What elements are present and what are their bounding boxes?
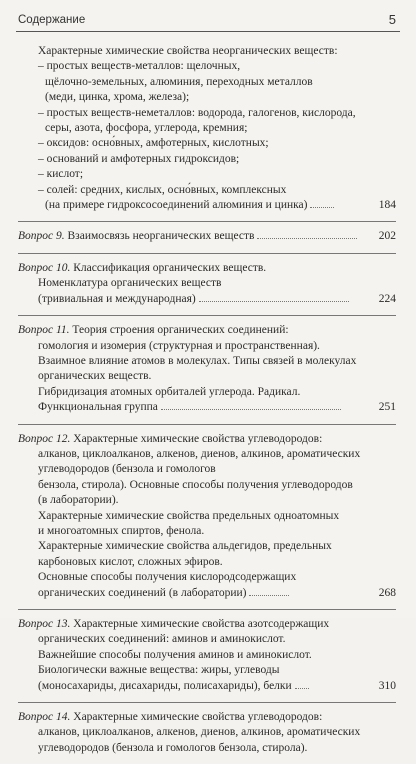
toc-line: (на примере гидроксосоединений алюминия и цинка) xyxy=(45,199,308,212)
toc-entry xyxy=(18,432,396,601)
toc-line: (моносахариды, дисахариды, полисахариды), белки xyxy=(38,679,292,692)
toc-line: – простых веществ-металлов: щелочных, xyxy=(38,60,241,73)
leader-dots xyxy=(161,409,341,410)
divider xyxy=(18,424,396,425)
toc-line: органических веществ. xyxy=(38,370,152,383)
toc-line: Характерные химические свойства предельных одноатомных xyxy=(38,509,340,522)
toc-line: Вопрос 11. Теория строения органических соединений: xyxy=(18,324,289,337)
page-number: 5 xyxy=(388,12,396,27)
divider xyxy=(18,702,396,703)
divider xyxy=(18,315,396,316)
toc-line: углеводородов (бензола и гомологов бензола, стирола). xyxy=(38,741,308,754)
toc-line-last xyxy=(18,586,396,601)
toc-entry xyxy=(18,323,396,415)
question-label: Вопрос 13. xyxy=(18,618,71,630)
toc-line-last xyxy=(18,229,396,244)
toc-line: Взаимосвязь неорганических веществ xyxy=(67,230,255,243)
toc-line: (в лаборатории). xyxy=(38,494,119,507)
toc-line: щёлочно-земельных, алюминия, переходных металлов xyxy=(45,75,313,88)
section-title: Содержание xyxy=(18,14,86,26)
toc-line: карбоновых кислот, сложных эфиров. xyxy=(38,555,223,568)
toc-line: гомология и изомерия (структурная и пространственная). xyxy=(38,339,320,352)
question-label: Вопрос 11. xyxy=(18,324,70,337)
running-header xyxy=(16,0,400,32)
leader-dots xyxy=(199,301,349,302)
divider xyxy=(18,221,396,222)
toc-line: бензола, стирола). Основные способы получения углеводородов xyxy=(38,478,353,491)
toc-page-ref: 184 xyxy=(378,199,396,212)
toc-line-last xyxy=(18,292,396,307)
toc-line-last xyxy=(18,400,396,415)
toc xyxy=(18,44,396,764)
leader-dots xyxy=(257,238,357,239)
toc-line: Вопрос 13. Характерные химические свойства азотсодержащих xyxy=(18,618,330,630)
toc-line: органических соединений (в лаборатории) xyxy=(38,586,247,599)
toc-line: – кислот; xyxy=(38,168,84,181)
leader-dots xyxy=(310,207,334,208)
toc-line-last xyxy=(18,679,396,694)
toc-line: Биологически важные вещества: жиры, углеводы xyxy=(38,664,280,677)
toc-page-ref: 251 xyxy=(378,401,396,414)
toc-entry xyxy=(18,261,396,307)
question-label: Вопрос 14. xyxy=(18,711,71,724)
toc-entry xyxy=(18,229,396,244)
toc-page-ref: 310 xyxy=(378,679,396,692)
divider xyxy=(18,609,396,610)
toc-entry xyxy=(18,617,396,694)
toc-line: (меди, цинка, хрома, железа); xyxy=(45,91,190,104)
toc-entry xyxy=(18,710,396,756)
toc-line: и многоатомных спиртов, фенола. xyxy=(38,524,205,537)
toc-entry xyxy=(18,44,396,213)
toc-line: Важнейшие способы получения аминов и аминокислот. xyxy=(38,648,312,661)
toc-line: Характерные химические свойства альдегидов, предельных xyxy=(38,540,332,553)
toc-line: серы, азота, фосфора, углерода, кремния; xyxy=(45,122,248,135)
leader-dots xyxy=(295,688,309,689)
question-label: Вопрос 10. xyxy=(18,261,71,274)
toc-page-ref: 202 xyxy=(378,230,396,243)
toc-line: Вопрос 14. Характерные химические свойства углеводородов: xyxy=(18,711,323,724)
toc-page-ref: 224 xyxy=(378,292,396,305)
toc-line: Гибридизация атомных орбиталей углерода. Радикал. xyxy=(38,385,301,398)
toc-line: углеводородов (бензола и гомологов xyxy=(38,463,216,476)
toc-line: Функциональная группа xyxy=(38,401,158,414)
toc-page-ref: 268 xyxy=(378,586,396,599)
question-label: Вопрос 12. xyxy=(18,432,71,445)
toc-line: органических соединений: аминов и аминокислот. xyxy=(38,633,286,646)
toc-line: – солей: средних, кислых, осно́вных, комплексных xyxy=(38,183,287,196)
divider xyxy=(18,253,396,254)
toc-line: Номенклатура органических веществ xyxy=(38,277,222,290)
toc-line: – оснований и амфотерных гидроксидов; xyxy=(38,152,240,165)
toc-line: алканов, циклоалканов, алкенов, диенов, алкинов, ароматических xyxy=(38,726,361,739)
toc-line: Характерные химические свойства неорганических веществ: xyxy=(38,45,338,57)
toc-line: (тривиальная и международная) xyxy=(38,292,196,305)
question-label: Вопрос 9. xyxy=(18,230,65,243)
toc-line: алканов, циклоалканов, алкенов, диенов, алкинов, ароматических xyxy=(38,447,361,460)
leader-dots xyxy=(249,595,289,596)
toc-line: – оксидов: осно́вных, амфотерных, кислотных; xyxy=(38,137,269,150)
toc-line: – простых веществ-неметаллов: водорода, галогенов, кислорода, xyxy=(38,106,356,119)
toc-line: Взаимное влияние атомов в молекулах. Типы связей в молекулах xyxy=(38,354,357,367)
toc-line: Вопрос 12. Характерные химические свойства углеводородов: xyxy=(18,432,323,445)
toc-line-last xyxy=(18,198,396,213)
toc-line: Вопрос 10. Классификация органических веществ. xyxy=(18,261,267,274)
toc-line: Основные способы получения кислородсодержащих xyxy=(38,571,297,584)
